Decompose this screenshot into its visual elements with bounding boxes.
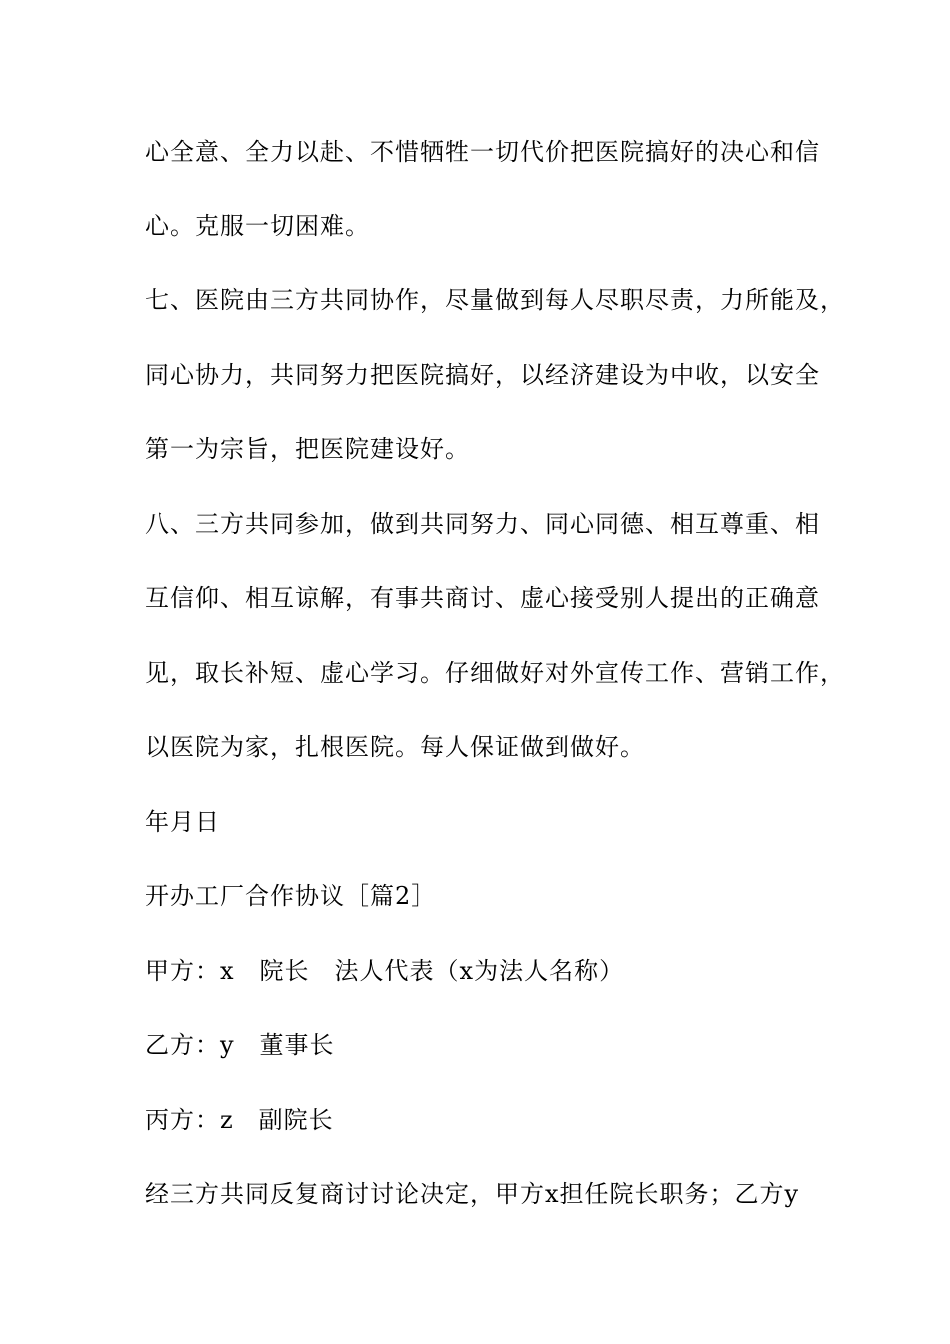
text-line: 七、医院由三方共同协作，尽量做到每人尽职尽责，力所能及， xyxy=(145,286,845,314)
text-line: 八、三方共同参加，做到共同努力、同心同德、相互尊重、相 xyxy=(145,510,820,538)
text-line: 心。克服一切困难。 xyxy=(145,212,370,240)
section-heading: 开办工厂合作协议［篇2］ xyxy=(145,882,437,910)
party-a-line: 甲方：x 院长 法人代表（x为法人名称） xyxy=(145,957,625,985)
text-line: 互信仰、相互谅解，有事共商讨、虚心接受别人提出的正确意 xyxy=(145,584,820,612)
party-b-line: 乙方：y 董事长 xyxy=(145,1031,335,1059)
date-line: 年月日 xyxy=(145,808,220,836)
text-line: 同心协力，共同努力把医院搞好，以经济建设为中收，以安全 xyxy=(145,361,820,389)
text-line: 经三方共同反复商讨讨论决定，甲方x担任院长职务；乙方y xyxy=(145,1180,800,1208)
text-line: 以医院为家，扎根医院。每人保证做到做好。 xyxy=(145,733,645,761)
text-line: 见，取长补短、虚心学习。仔细做好对外宣传工作、营销工作， xyxy=(145,659,845,687)
text-line: 第一为宗旨，把医院建设好。 xyxy=(145,435,470,463)
party-c-line: 丙方：z 副院长 xyxy=(145,1106,334,1134)
text-line: 心全意、全力以赴、不惜牺牲一切代价把医院搞好的决心和信 xyxy=(145,138,820,166)
